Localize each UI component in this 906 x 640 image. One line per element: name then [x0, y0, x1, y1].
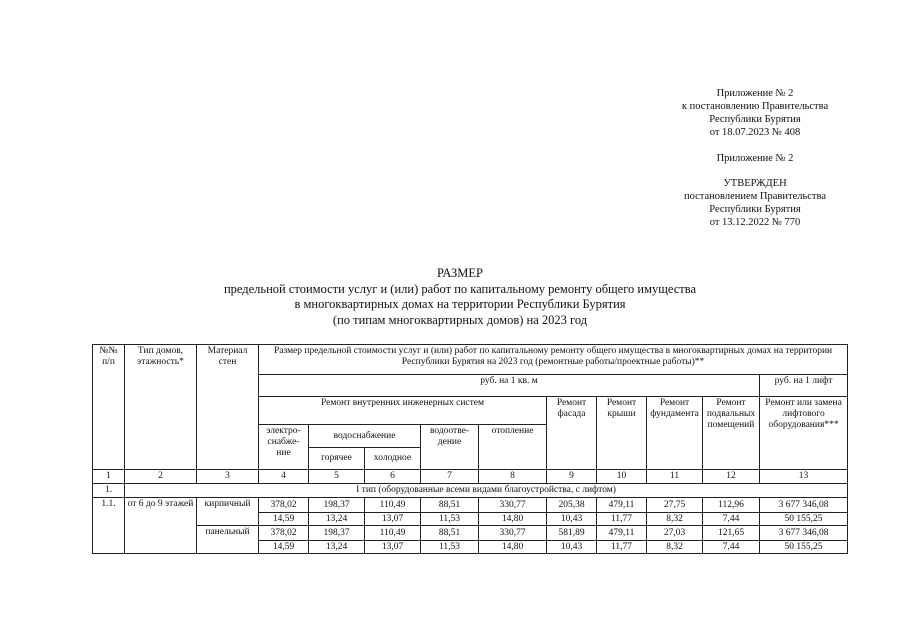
- col-number: 4: [259, 470, 309, 484]
- repair-value: 479,11: [597, 526, 646, 541]
- col-number: 5: [309, 470, 365, 484]
- repair-value: 110,49: [365, 526, 420, 541]
- value-cell: [547, 526, 597, 554]
- header-cold-water: холодное: [373, 453, 412, 463]
- approval-line: Республики Бурятия: [709, 204, 801, 215]
- annex-number-text: Приложение № 2: [716, 153, 794, 164]
- repair-value: 27,75: [647, 498, 702, 513]
- document-title: [120, 266, 800, 328]
- approval-block: [640, 177, 870, 229]
- wall-material: панельный: [197, 526, 259, 554]
- col-number: 8: [479, 470, 547, 484]
- approval-line: УТВЕРЖДЕН: [723, 178, 787, 189]
- value-cell: [365, 526, 421, 554]
- design-value: 14,59: [272, 514, 295, 524]
- value-cell: [479, 526, 547, 554]
- col-number: 1: [93, 470, 125, 484]
- header-lift: Ремонт или замена лифтового оборудования***: [760, 397, 848, 470]
- col-number: 3: [197, 470, 259, 484]
- annex-line: Приложение № 2: [716, 88, 794, 99]
- sub-num: 1.1.: [93, 498, 125, 554]
- annex-line: Республики Бурятия: [709, 114, 801, 125]
- section-label: I тип (оборудованные всеми видами благоустройства, с лифтом): [125, 484, 848, 498]
- value-cell: [703, 498, 760, 526]
- cost-table: [92, 344, 848, 554]
- design-value: 13,24: [325, 514, 348, 524]
- value-cell: [365, 498, 421, 526]
- header-electric: электро-снабже-ние: [259, 425, 309, 470]
- repair-value: 27,03: [647, 526, 702, 541]
- repair-value: 3 677 346,08: [760, 526, 847, 541]
- value-cell: [647, 526, 703, 554]
- col-number: 9: [547, 470, 597, 484]
- design-value: 11,77: [610, 514, 633, 524]
- design-value: 10,43: [560, 514, 583, 524]
- column-number-row: [93, 470, 848, 484]
- repair-value: 121,65: [703, 526, 759, 541]
- annex-line: от 18.07.2023 № 408: [709, 127, 801, 138]
- design-value: 7,44: [722, 542, 740, 552]
- header-num: №№ п/п: [93, 345, 125, 470]
- design-value: 13,07: [381, 542, 404, 552]
- repair-value: 581,89: [547, 526, 596, 541]
- table-row: [93, 498, 848, 526]
- value-cell: [703, 526, 760, 554]
- header-roof: Ремонт крыши: [597, 397, 647, 470]
- sub-house-type: от 6 до 9 этажей: [125, 498, 197, 554]
- repair-value: 378,02: [259, 498, 308, 513]
- value-cell: [760, 498, 848, 526]
- repair-value: 110,49: [365, 498, 420, 513]
- header-foundation: Ремонт фундамента: [647, 397, 703, 470]
- wall-material: кирпичный: [197, 498, 259, 526]
- header-basement: Ремонт подвальных помещений: [703, 397, 760, 470]
- repair-value: 330,77: [479, 498, 546, 513]
- approval-line: постановлением Правительства: [683, 191, 826, 202]
- col-number: 6: [365, 470, 421, 484]
- repair-value: 479,11: [597, 498, 646, 513]
- annex-line: к постановлению Правительства: [681, 101, 829, 112]
- header-internal-systems: Ремонт внутренних инженерных систем: [259, 397, 547, 425]
- header-water-label: водоснабжение: [309, 425, 420, 448]
- repair-value: 198,37: [309, 526, 364, 541]
- col-number: 12: [703, 470, 760, 484]
- value-cell: [259, 526, 309, 554]
- annex-reference-block: [640, 87, 870, 139]
- col-number: 2: [125, 470, 197, 484]
- title-line: РАЗМЕР: [436, 266, 484, 280]
- value-cell: [597, 498, 647, 526]
- value-cell: [309, 526, 365, 554]
- repair-value: 88,51: [421, 526, 478, 541]
- header-wall-material: Материал стен: [197, 345, 259, 470]
- header-facade: Ремонт фасада: [547, 397, 597, 470]
- design-value: 13,24: [325, 542, 348, 552]
- repair-value: 378,02: [259, 526, 308, 541]
- design-value: 8,32: [666, 542, 683, 552]
- design-value: 14,80: [501, 542, 524, 552]
- value-cell: [597, 526, 647, 554]
- value-cell: [647, 498, 703, 526]
- header-sewerage: водоотве-дение: [421, 425, 479, 470]
- col-number: 10: [597, 470, 647, 484]
- title-line: (по типам многоквартирных домов) на 2023 год: [332, 312, 588, 327]
- col-number: 13: [760, 470, 848, 484]
- header-cost-size: Размер предельной стоимости услуг и (или) работ по капитальному ремонту общего имущества в многоквартирных домах на территории Республики Бурятия на 2023 год (ремонтные работы/проектные работы)**: [259, 345, 848, 375]
- col-number: 7: [421, 470, 479, 484]
- value-cell: [479, 498, 547, 526]
- repair-value: 205,38: [547, 498, 596, 513]
- design-value: 7,44: [722, 514, 740, 524]
- col-number: 11: [647, 470, 703, 484]
- section-row: [93, 484, 848, 498]
- repair-value: 88,51: [421, 498, 478, 513]
- design-value: 14,80: [501, 514, 524, 524]
- design-value: 50 155,25: [784, 542, 823, 552]
- approval-line: от 13.12.2022 № 770: [709, 217, 801, 228]
- value-cell: [760, 526, 848, 554]
- design-value: 13,07: [381, 514, 404, 524]
- design-value: 50 155,25: [784, 514, 823, 524]
- header-house-type: Тип домов, этажность*: [125, 345, 197, 470]
- table-row: [93, 526, 848, 554]
- design-value: 11,77: [610, 542, 633, 552]
- header-heating: отопление: [479, 425, 547, 470]
- value-cell: [421, 526, 479, 554]
- repair-value: 198,37: [309, 498, 364, 513]
- value-cell: [259, 498, 309, 526]
- header-per-m2: руб. на 1 кв. м: [259, 375, 760, 397]
- repair-value: 112,96: [703, 498, 759, 513]
- header-water-supply: [309, 425, 421, 470]
- annex-number: [640, 152, 870, 165]
- value-cell: [421, 498, 479, 526]
- design-value: 10,43: [560, 542, 583, 552]
- value-cell: [309, 498, 365, 526]
- repair-value: 330,77: [479, 526, 546, 541]
- title-line: предельной стоимости услуг и (или) работ по капитальному ремонту общего имущества: [223, 281, 697, 296]
- header-per-lift: руб. на 1 лифт: [760, 375, 848, 397]
- design-value: 14,59: [272, 542, 295, 552]
- title-line: в многоквартирных домах на территории Республики Бурятия: [294, 297, 626, 311]
- value-cell: [547, 498, 597, 526]
- section-num: 1.: [93, 484, 125, 498]
- design-value: 11,53: [438, 514, 461, 524]
- design-value: 11,53: [438, 542, 461, 552]
- design-value: 8,32: [666, 514, 683, 524]
- repair-value: 3 677 346,08: [760, 498, 847, 513]
- header-hot-water: горячее: [309, 448, 365, 469]
